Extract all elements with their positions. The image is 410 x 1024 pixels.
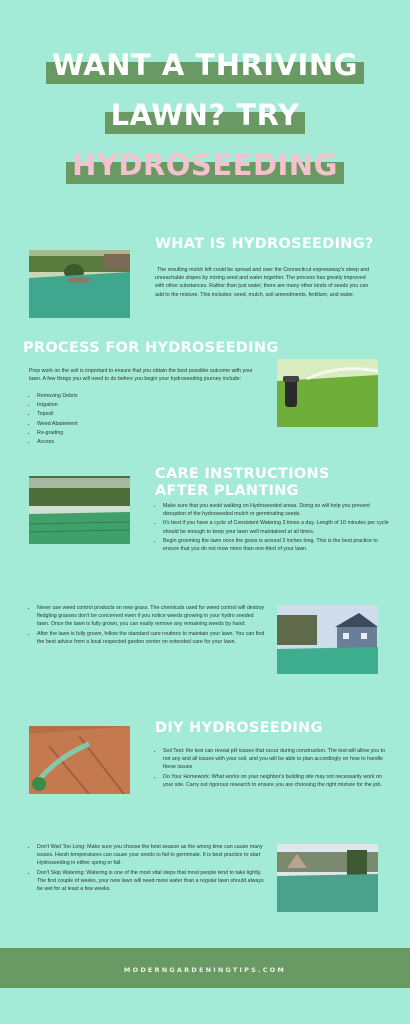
list-item: • Don't Wait Too Long: Make sure you choose the best season as the wrong time can cause many issues. Harsh temperatures can cause your seeds to fail to germinate. It is best practice to start Hydroseeding in either spring or fall. [37,843,267,868]
list-item: • Weed Abatement [37,420,257,428]
list-item: • Topsoil [37,410,257,418]
list-item: • Soil Test: the test can reveal pH issues that occur during construction. The test will allow you to not any and all issues with your soil, and you will be able to plan accordingly on how to handle these issues [163,747,388,772]
section-heading-care: CARE INSTRUCTIONS AFTER PLANTING [155,466,330,499]
planted-field-photo [29,476,130,544]
list-item: • Make sure that you avoid walking on Hydroseeded areas. Doing so will help you prevent disruption of the hydroseeded mulch or germinating seeds. [163,502,391,518]
section-heading-diy: DIY HYDROSEEDING [155,720,323,736]
list-item: • After the lawn is fully grown, follow the standard care routines to maintain your lawn. You can find the best advice from a local respected garden center on extended care for your lawn. [37,630,267,646]
footer-band [0,948,410,988]
title-line-2 [111,96,300,134]
list-item: • Don't Skip Watering: Watering is one of the most vital steps that most people tend to take lightly. The first couple of weeks, your new lawn will need more water than a regular lawn should always be wet for at least a few weeks. [37,869,267,894]
list-item: • Re-grading [37,429,257,437]
sprinkler-photo [277,359,378,427]
title-text-3: HYDROSEEDING [72,148,338,182]
list-item: • Removing Debris [37,392,257,400]
footer-site-link[interactable]: MODERNGARDENINGTIPS.COM [123,966,287,974]
weed-list [29,604,267,647]
section-heading-process: PROCESS FOR HYDROSEEDING [23,340,279,356]
list-item: • Begin grooming the lawn once the grass is around 3 inches long. This is the best practice to ensure that you do not mow more than one-third of your lawn. [163,537,391,553]
process-list [29,392,257,447]
list-item: • Irrigation [37,401,257,409]
spraying-hose-photo [29,726,130,794]
care-list [155,502,391,554]
title-line-1 [52,46,358,84]
section-heading-what: WHAT IS HYDROSEEDING? [155,236,374,252]
title-text-2: LAWN? TRY [110,98,300,132]
list-item: • It's best if you have a cycle of Consistent Watering 3 times a day. Length of 10 minutes per cycle should be enough to keep your lawn well maintained at all times. [163,519,391,535]
hydroseeded-yard-photo [29,250,130,318]
house-lawn-photo [277,605,378,674]
process-intro: Prep work on the soil is important to ensure that you obtain the best possible outcome with your lawn. A few things you will need to do before you begin your hydroseeding journey include: [29,368,253,383]
infographic-title [0,46,410,184]
list-item: • Do Your Homework: What works on your neighbor's building site may not necessarily work on your site. Carry out rigorous research to ensure you are choosing the right mixture for the job. [163,773,388,789]
diy-list [155,747,388,790]
tips-list [29,843,267,894]
list-item: • Access [37,438,257,446]
title-line-3 [72,146,338,184]
list-item: • Never use weed control products on new grass. The chemicals used for weed control will destroy fledgling grasses don't be concerned even if you notice weeds growing in your hydro seeded lawn. Once the lawn is fully grown, you can easily remove any remaining weeds by hand. [37,604,267,629]
what-paragraph: The resulting mulch left could be spread and over the Connecticut expressway's steep and unreachable slopes by mixing seed and water together. The process has greatly improved with other substances. Rather than just water, there are many other kinds of seeds you can add to the mixture. This includes: seed, mulch, soil amendments, fertilizer, and water. [155,267,370,298]
title-text-1: WANT A THRIVING [52,48,358,82]
backyard-photo [277,844,378,912]
